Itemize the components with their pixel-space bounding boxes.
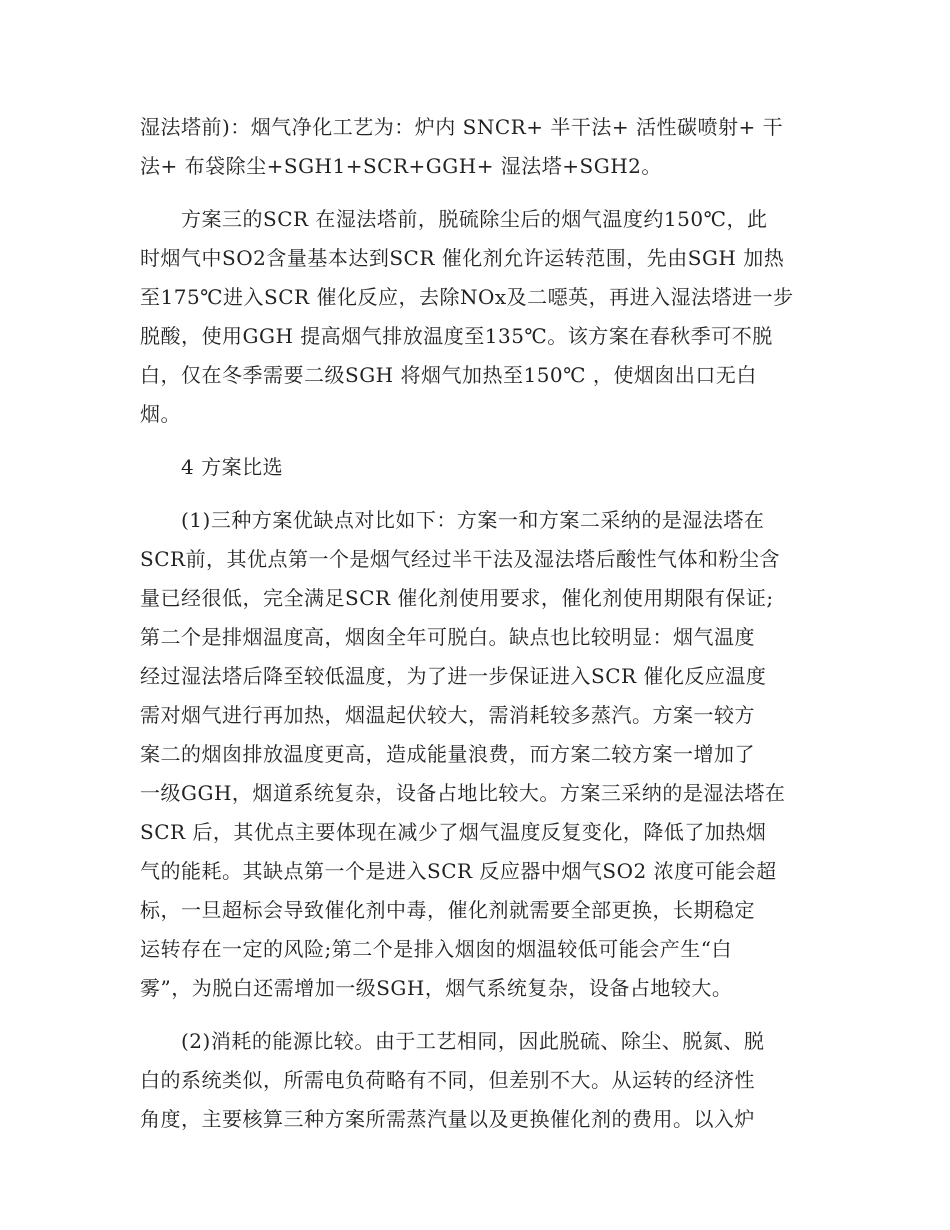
paragraph-spacer bbox=[140, 487, 812, 501]
paragraph-scheme-three bbox=[140, 200, 812, 434]
paragraph-spacer bbox=[140, 1008, 812, 1022]
text-line: 湿法塔前)：烟气净化工艺为：炉内 SNCR+ 半干法+ 活性碳喷射+ 干 bbox=[140, 115, 784, 139]
text-line: 脱酸，使用GGH 提高烟气排放温度至135℃。该方案在春秋季可不脱 bbox=[140, 324, 773, 348]
text-line: 白，仅在冬季需要二级SGH 将烟气加热至150℃ ，使烟囱出口无白 bbox=[140, 363, 757, 387]
text-line: 白的系统类似，所需电负荷略有不同，但差别不大。从运转的经济性 bbox=[140, 1068, 755, 1092]
text-line: 烟。 bbox=[140, 402, 181, 426]
paragraph-energy-comparison bbox=[140, 1022, 812, 1139]
text-line: 运转存在一定的风险;第二个是排入烟囱的烟温较低可能会产生“白 bbox=[140, 937, 732, 961]
document-body bbox=[140, 108, 812, 1139]
text-line: 量已经很低，完全满足SCR 催化剂使用要求，催化剂使用期限有保证; bbox=[140, 586, 774, 610]
text-line: 标，一旦超标会导致催化剂中毒，催化剂就需要全部更换，长期稳定 bbox=[140, 898, 755, 922]
text-line: SCR前，其优点第一个是烟气经过半干法及湿法塔后酸性气体和粉尘含 bbox=[140, 547, 781, 571]
text-line: (2)消耗的能源比较。由于工艺相同，因此脱硫、除尘、脱氮、脱 bbox=[140, 1029, 765, 1053]
text-line: 至175℃进入SCR 催化反应，去除NOx及二噁英，再进入湿法塔进一步 bbox=[140, 285, 794, 309]
text-line: 一级GGH，烟道系统复杂，设备占地比较大。方案三采纳的是湿法塔在 bbox=[140, 781, 786, 805]
text-line: 第二个是排烟温度高，烟囱全年可脱白。缺点也比较明显：烟气温度 bbox=[140, 625, 755, 649]
paragraph-pros-cons-comparison bbox=[140, 501, 812, 1008]
text-line: 雾”，为脱白还需增加一级SGH，烟气系统复杂，设备占地较大。 bbox=[140, 976, 733, 1000]
text-line: 时烟气中SO2含量基本达到SCR 催化剂允许运转范围，先由SGH 加热 bbox=[140, 246, 785, 270]
text-line: 角度，主要核算三种方案所需蒸汽量以及更换催化剂的费用。以入炉 bbox=[140, 1107, 755, 1131]
section-heading bbox=[140, 448, 812, 487]
text-line: SCR 后，其优点主要体现在减少了烟气温度反复变化，降低了加热烟 bbox=[140, 820, 767, 844]
paragraph-spacer bbox=[140, 186, 812, 200]
text-line: (1)三种方案优缺点对比如下：方案一和方案二采纳的是湿法塔在 bbox=[140, 508, 765, 532]
text-line: 气的能耗。其缺点第一个是进入SCR 反应器中烟气SO2 浓度可能会超 bbox=[140, 859, 777, 883]
paragraph-process-description bbox=[140, 108, 812, 186]
text-line: 案二的烟囱排放温度更高，造成能量浪费，而方案二较方案一增加了 bbox=[140, 742, 755, 766]
section-heading-text: 4 方案比选 bbox=[140, 455, 284, 479]
paragraph-spacer bbox=[140, 434, 812, 448]
text-line: 法+ 布袋除尘+SGH1+SCR+GGH+ 湿法塔+SGH2。 bbox=[140, 154, 662, 178]
text-line: 方案三的SCR 在湿法塔前，脱硫除尘后的烟气温度约150℃，此 bbox=[140, 207, 768, 231]
text-line: 经过湿法塔后降至较低温度，为了进一步保证进入SCR 催化反应温度 bbox=[140, 664, 767, 688]
text-line: 需对烟气进行再加热，烟温起伏较大，需消耗较多蒸汽。方案一较方 bbox=[140, 703, 755, 727]
